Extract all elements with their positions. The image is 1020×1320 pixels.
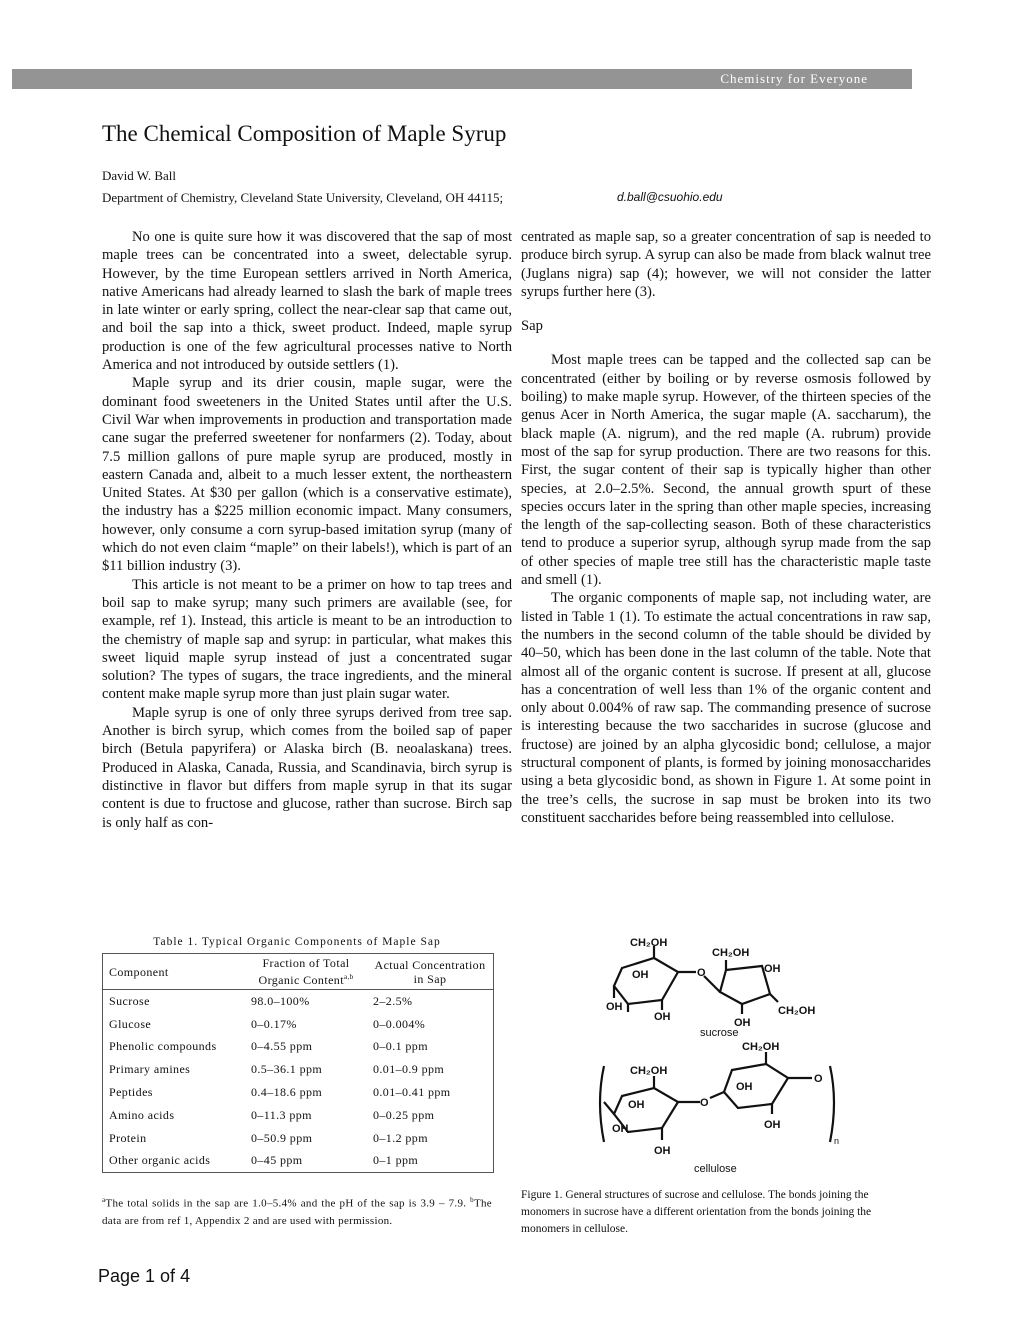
cell-component: Sucrose <box>109 993 150 1008</box>
sucrose-glucose-ring <box>614 958 678 1004</box>
cellulose-ring-2 <box>724 1064 788 1108</box>
cellulose-ch2oh-2: CH₂OH <box>742 1041 780 1053</box>
cell-fraction: 98.0–100% <box>251 993 310 1008</box>
cell-concentration: 0.01–0.9 ppm <box>373 1062 445 1077</box>
sucrose-oh-2: OH <box>606 1001 623 1013</box>
figure-caption: Figure 1. General structures of sucrose and cellulose. The bonds joining the monomers in sucrose have a different orientation from the bonds joining the monomers in cellulose. <box>521 1189 872 1235</box>
cell-component: Primary amines <box>109 1062 191 1077</box>
cell-component: Amino acids <box>109 1107 175 1122</box>
author-name: David W. Ball <box>102 168 177 183</box>
page-number: Page 1 of 4 <box>98 1266 191 1286</box>
paragraph: Maple syrup and its drier cousin, maple sugar, were the dominant food sweeteners in the United States until after the U.S. Civil War when improvements in production and transportation made cane sugar the preferred sweetener for nonfarmers (2). Today, about 7.5 million gallons of pure maple syrup are produced, mostly in eastern Canada and, albeit to a much lesser extent, the northeastern United States. At $30 per gallon (which is a conservative estimate), the industry has a $225 million economic impact. Many consumers, however, only consume a corn syrup-based imitation syrup (many of which do not even claim “maple” on their labels!), which is part of an $11 billion industry (3). <box>102 375 512 575</box>
sucrose-oh-1: OH <box>632 969 649 981</box>
cell-concentration: 2–2.5% <box>373 993 413 1008</box>
sucrose-glycosidic-o: O <box>697 967 706 979</box>
label-cellulose: cellulose <box>694 1163 737 1175</box>
cellulose-glycosidic-o: O <box>700 1097 709 1109</box>
sucrose-ch2oh-2: CH₂OH <box>712 947 750 959</box>
cell-fraction: 0.4–18.6 ppm <box>251 1085 323 1100</box>
cell-concentration: 0.01–0.41 ppm <box>373 1085 451 1100</box>
journal-name: Chemistry for Everyone <box>720 71 868 86</box>
table-row <box>103 1127 494 1150</box>
footnote-a-mark: a <box>102 1196 106 1204</box>
cell-fraction: 0–4.55 ppm <box>251 1039 313 1054</box>
body-column-left <box>102 228 512 832</box>
header-footnote-marks: a,b <box>343 973 354 981</box>
affiliation-text: Department of Chemistry, Cleveland State University, Cleveland, OH 44115; <box>102 190 504 205</box>
cell-concentration: 0–0.004% <box>373 1016 426 1031</box>
cell-fraction: 0–0.17% <box>251 1016 297 1031</box>
cellulose-oh-4: OH <box>764 1119 781 1131</box>
header-fraction-text: Fraction of Total Organic Content <box>258 956 350 987</box>
table-header-component: Component <box>103 954 246 990</box>
sucrose-ch2oh-1: CH₂OH <box>630 937 668 949</box>
table-row <box>103 1150 494 1173</box>
paragraph-continued: centrated as maple sap, so a greater concentration of sap is needed to produce birch syrup. A syrup can also be made from black walnut tree (Juglans nigra) sap (4); however, we will not consider the latter syrups further here (3). <box>521 229 931 300</box>
maple-sap-table <box>102 953 494 1173</box>
table-footnotes <box>102 1192 492 1230</box>
table-row <box>103 1058 494 1081</box>
left-bracket <box>600 1066 604 1142</box>
table-body <box>103 990 494 1173</box>
cell-concentration: 0–1.2 ppm <box>373 1130 428 1145</box>
cellulose-oh-3: OH <box>612 1123 629 1135</box>
cellulose-ch2oh-1: CH₂OH <box>630 1065 668 1077</box>
cell-component: Protein <box>109 1130 147 1145</box>
cell-concentration: 0–0.25 ppm <box>373 1107 435 1122</box>
author-email: d.ball@csuohio.edu <box>617 190 723 204</box>
table-header-row <box>103 954 494 990</box>
sucrose-oh-4: OH <box>734 1017 751 1029</box>
table-caption: Table 1. Typical Organic Components of Maple Sap <box>153 936 441 948</box>
cell-concentration: 0–1 ppm <box>373 1153 419 1168</box>
cell-component: Phenolic compounds <box>109 1039 217 1054</box>
cellulose-oh-5: OH <box>654 1145 671 1157</box>
right-bracket <box>830 1066 834 1142</box>
paragraph: Most maple trees can be tapped and the collected sap can be concentrated (either by boiling or by reverse osmosis followed by boiling) to make maple syrup. However, of the thirteen species of the genus Acer in North America, the sugar maple (A. saccharum), the black maple (A. nigrum), and the red maple (A. rubrum) provide most of the sap for syrup production. There are two reasons for this. First, the sugar content of their sap is typically higher than other species, at 2.0–2.5%. Second, the annual growth spurt of these species occurs later in the spring than other maple species, increasing the length of the sap-collecting season. Both of these characteristics tend to produce a superior syrup, although syrup made from the sap of other species of maple tree still has the characteristic maple taste and smell (1). <box>521 352 931 589</box>
table-row <box>103 1104 494 1127</box>
paragraph: Maple syrup is one of only three syrups derived from tree sap. Another is birch syrup, which comes from the boiled sap of paper birch (Betula papyrifera) or Alaska birch (B. neoalaskana) trees. Produced in Alaska, Canada, Russia, and Scandinavia, birch syrup is distinctive in flavor but differs from maple syrup in that its sugar content is due to fructose and glucose, rather than sucrose. Birch sap is only half as con- <box>102 704 512 831</box>
table-header-concentration: Actual Concentration in Sap <box>367 954 494 990</box>
figure-sucrose-cellulose <box>592 932 862 1177</box>
paragraph: This article is not meant to be a primer on how to tap trees and boil sap to make syrup; many such primers are available (see, for example, ref 1). Instead, this article is meant to be an introduction to the chemistry of maple sap and syrup: in particular, what makes this sweet liquid maple syrup instead of just a concentrated sugar solution? The types of sugars, the trace ingredients, and the mineral content make maple syrup more than just plain sugar water. <box>102 576 512 703</box>
cellulose-oh-1: OH <box>736 1081 753 1093</box>
author-affiliation <box>102 190 723 206</box>
cell-fraction: 0–11.3 ppm <box>251 1107 312 1122</box>
sucrose-oh-3: OH <box>654 1011 671 1023</box>
table-row <box>103 1013 494 1036</box>
footnote-a: The total solids in the sap are 1.0–5.4% and the pH of the sap is 3.9 – 7.9. <box>105 1197 467 1210</box>
cellulose-terminal-o: O <box>814 1073 823 1085</box>
cell-fraction: 0–45 ppm <box>251 1153 303 1168</box>
cellulose-oh-2: OH <box>628 1099 645 1111</box>
paragraph: No one is quite sure how it was discovered that the sap of most maple trees can be concentrated into a sweet, delectable syrup. However, by the time European settlers arrived in North America, native Americans had already learned to slash the bark of maple trees in late winter or early spring, collect the near-clear sap that came out, and boil the sap into a thick, sweet product. Indeed, maple syrup production is one of the few agricultural processes native to North America and not introduced by outside settlers (1). <box>102 229 512 374</box>
footnote-b: The data are from ref 1, Appendix 2 and are used with permission. <box>102 1197 492 1227</box>
paragraph: The organic components of maple sap, not including water, are listed in Table 1 (1). To estimate the actual concentrations in raw sap, the numbers in the second column of the table should be divided by 40–50, which has been done in the last column of the table. Note that almost all of the organic content is sucrose. If present at all, glucose has a concentration of well less than 1% of the organic content and only about 0.004% of raw sap. The commanding presence of sucrose is interesting because the two saccharides in sucrose (glucose and fructose) are joined by an alpha glycosidic bond; cellulose, a major structural component of plants, is formed by joining monosaccharides using a beta glycosidic bond, as shown in Figure 1. At some point in the tree’s cells, the sucrose in sap must be broken into its two constituent saccharides before being reassembled into cellulose. <box>521 590 931 826</box>
journal-header-bar <box>12 69 912 89</box>
section-heading-sap: Sap <box>521 318 543 335</box>
table-header-fraction <box>245 954 367 990</box>
label-sucrose: sucrose <box>700 1027 739 1039</box>
body-column-right <box>521 228 931 827</box>
cell-fraction: 0.5–36.1 ppm <box>251 1062 323 1077</box>
footnote-b-mark: b <box>470 1196 474 1204</box>
cell-component: Glucose <box>109 1016 152 1031</box>
table-row <box>103 990 494 1013</box>
cell-component: Peptides <box>109 1085 153 1100</box>
cellulose-subscript-n: n <box>834 1136 840 1146</box>
cell-component: Other organic acids <box>109 1153 211 1168</box>
table-row <box>103 1081 494 1104</box>
article-title: The Chemical Composition of Maple Syrup <box>102 121 507 146</box>
sucrose-oh-5: OH <box>764 963 781 975</box>
sucrose-fructose-ring <box>720 966 770 1004</box>
cell-fraction: 0–50.9 ppm <box>251 1130 313 1145</box>
sucrose-ch2oh-3: CH₂OH <box>778 1005 816 1017</box>
table-row <box>103 1036 494 1059</box>
cell-concentration: 0–0.1 ppm <box>373 1039 428 1054</box>
